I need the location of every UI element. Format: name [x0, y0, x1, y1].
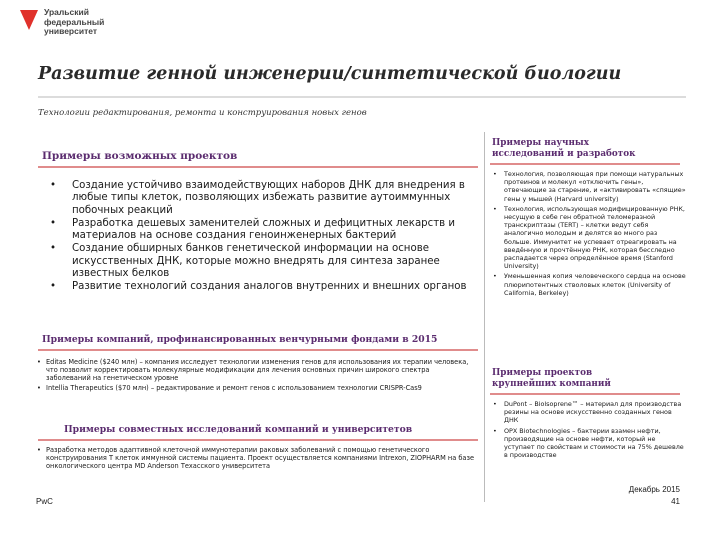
large-heading-line-2: крупнейших компаний: [492, 379, 611, 389]
ural-university-logo-icon: [18, 8, 40, 36]
logo-line-2: федеральный: [44, 16, 105, 27]
list-item: • OPX Biotechnologies – бактерии взамен нефти, производящие на основе нефти, который не уступает по свойствам и стоимости на 75% дешевле в производстве: [490, 427, 686, 460]
list-item: • Создание обширных банков генетической информации на основе искусственных ДНК, которые можно внедрять для синтеза заранее известных белков: [44, 243, 468, 280]
list-item: • Создание устойчиво взаимодействующих наборов ДНК для внедрения в любые типы клеток, позволяющих избежать развитие аутоиммунных побочных реакций: [44, 180, 468, 217]
large-list: [490, 400, 686, 461]
joint-heading-line: [38, 439, 478, 441]
page-title: Развитие генной инженерии/синтетической биологии: [38, 64, 622, 84]
venture-heading-line: [38, 349, 478, 351]
research-list: [490, 170, 686, 299]
list-item: • Intellia Therapeutics ($70 млн) – редактирование и ремонт генов с использованием технологии CRISPR-Cas9: [36, 384, 476, 392]
research-heading: [492, 138, 635, 160]
large-heading-line-1: Примеры проектов: [492, 368, 593, 378]
joint-heading: Примеры совместных исследований компаний и университетов: [64, 424, 413, 435]
projects-heading-line: [38, 166, 478, 168]
list-item: • Развитие технологий создания аналогов внутренних и внешних органов: [44, 281, 468, 293]
research-heading-line-2: исследований и разработок: [492, 149, 636, 159]
venture-list: [36, 358, 476, 394]
projects-list: [44, 180, 468, 295]
list-item: • Разработка методов адаптивной клеточной иммунотерапии раковых заболеваний с помощью генетического конструирования T клеток иммунной системы пациента. Проект осуществляется компаниями Intrexon, ZIOPHARM на базе онкологического центра MD Anderson Техасского университета: [36, 446, 476, 470]
list-item: • Editas Medicine ($240 млн) – компания исследует технологии изменения генов для использования их терапии человека, что позволит корректировать молекулярные модификации для лечения основных причин широкого спектра заболеваний на генетическом уровне: [36, 358, 476, 382]
large-heading: [492, 368, 611, 390]
logo-text: [44, 8, 104, 37]
title-divider: [38, 96, 686, 98]
venture-heading: Примеры компаний, профинансированных венчурными фондами в 2015: [42, 334, 438, 345]
footer-date: Декабрь 2015: [628, 485, 680, 494]
list-item: • DuPont – Biolsoprene™ – материал для производства резины на основе искусственно созданных генов ДНК: [490, 400, 686, 425]
page-subtitle: Технологии редактирования, ремонта и конструирования новых генов: [38, 108, 367, 118]
research-heading-line: [490, 163, 680, 165]
list-item: • Технология, использующая модифицированную РНК, несущую в себе ген обратной теломеразной транскриптазы (TERT) – клетки ведут себя аналогично молодым и делятся во много раз больше. Иммунитет не успевает отреагировать на введённую и прочтённую РНК, которая бесследно распадается через определённое время (Stanford University): [490, 205, 686, 271]
column-divider: [484, 132, 485, 502]
large-heading-line: [490, 393, 680, 395]
joint-list: [36, 446, 476, 472]
list-item: • Разработка дешевых заменителей сложных и дефицитных лекарств и материалов на основе создания геноинженерных бактерий: [44, 218, 468, 243]
list-item: • Уменьшенная копия человеческого сердца на основе плюрипотентных стволовых клеток (University of California, Berkeley): [490, 272, 686, 297]
footer-page-number: 41: [671, 497, 680, 506]
projects-heading: Примеры возможных проектов: [42, 150, 238, 162]
university-logo: [18, 8, 104, 37]
footer-meta: [629, 484, 680, 508]
footer-brand: PwC: [36, 497, 53, 506]
list-item: • Технология, позволяющая при помощи натуральных протеинов и молекул «отключить гены», отвечающие за старение, и «активировать «спящие» гены у мышей (Harvard university): [490, 170, 686, 203]
research-heading-line-1: Примеры научных: [492, 138, 589, 148]
logo-line-3: университет: [44, 26, 98, 36]
logo-line-1: Уральский: [44, 7, 89, 17]
